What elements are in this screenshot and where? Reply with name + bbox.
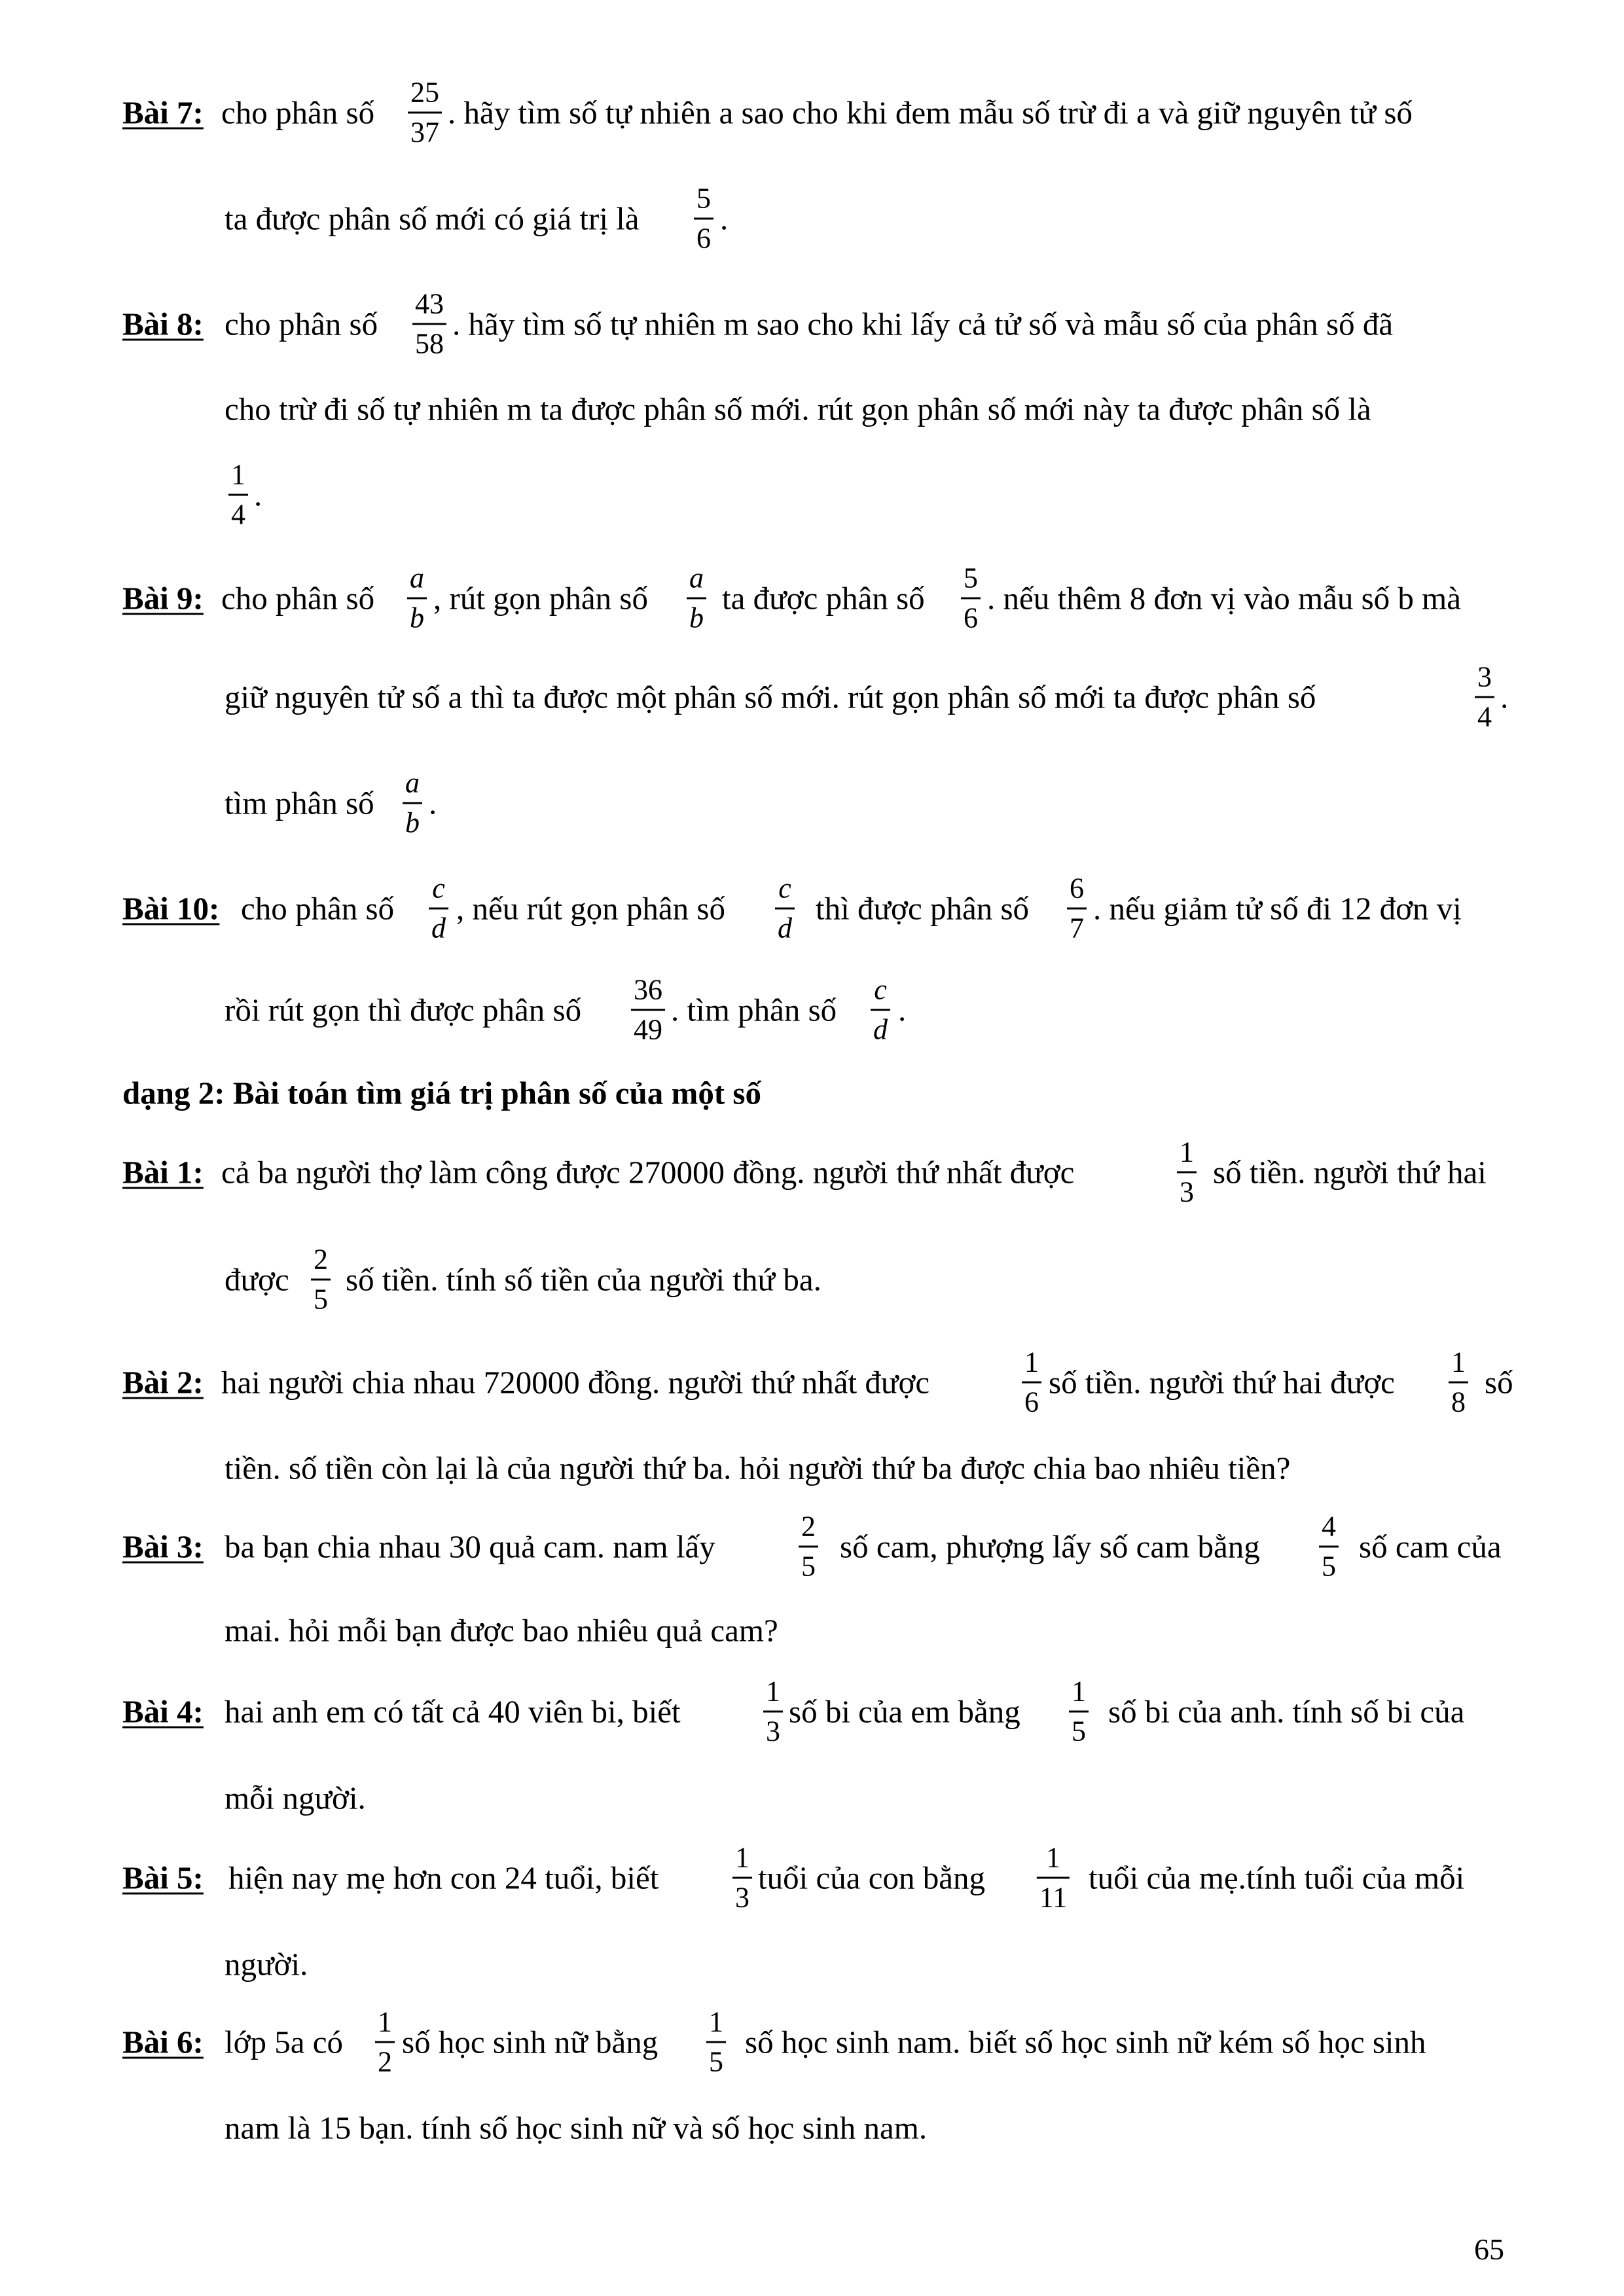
fraction-numerator: 3 (1477, 660, 1492, 693)
d2b3-text-1: ba bạn chia nhau 30 quả cam. nam lấy (225, 1528, 715, 1565)
fraction-numerator: 5 (964, 562, 978, 594)
b9-text-1: cho phân số (221, 580, 375, 617)
d2b3-text-4: mai. hỏi mỗi bạn được bao nhiêu quả cam? (225, 1612, 778, 1649)
fraction-denominator: d (431, 912, 446, 944)
d2b2-fraction-1-8 (1449, 1348, 1468, 1417)
b9-line-2 (0, 661, 1624, 733)
fraction-denominator: 5 (314, 1283, 328, 1316)
b9-heading: Bài 9: (122, 580, 204, 617)
fraction-numerator: 1 (766, 1675, 780, 1708)
fraction-denominator: b (689, 601, 704, 634)
d2b5-line-2 (0, 1928, 1624, 2000)
d2b1-text-1: cả ba người thợ làm công được 270000 đồng. người thứ nhất được (221, 1154, 1075, 1191)
d2b5-fraction-1-11 (1037, 1841, 1070, 1914)
page-number: 65 (1474, 2233, 1504, 2266)
d2b2-text-3: số (1485, 1364, 1513, 1401)
d2b4-fraction-1-3 (763, 1677, 783, 1746)
fraction-denominator: 6 (696, 222, 711, 255)
fraction-denominator: 49 (634, 1013, 662, 1046)
d2b1-fraction-1-3 (1177, 1138, 1197, 1207)
d2b3-fraction-4-5 (1319, 1510, 1339, 1583)
fraction-denominator: 3 (766, 1715, 780, 1748)
b10-text-5: rồi rút gọn thì được phân số (225, 992, 582, 1028)
d2b6-text-1: lớp 5a có (225, 2024, 344, 2060)
b7-fraction-5-6 (694, 182, 713, 255)
fraction-numerator: 1 (709, 2005, 723, 2038)
fraction-numerator: 25 (410, 76, 439, 109)
fraction-numerator: 2 (314, 1243, 328, 1276)
d2b4-line-1 (0, 1676, 1624, 1748)
fraction-numerator: 1 (735, 1841, 749, 1874)
b9-text-7: tìm phân số (225, 785, 374, 821)
b8-fraction-1-4 (228, 458, 248, 531)
b10-text-3: thì được phân số (816, 890, 1030, 927)
section-title: dạng 2: Bài toán tìm giá trị phân số của một số (122, 1075, 762, 1111)
b7-line-2 (0, 183, 1624, 255)
b8-text-1: cho phân số (225, 306, 378, 342)
fraction-denominator: 4 (1477, 700, 1492, 733)
fraction-numerator: 1 (1180, 1136, 1194, 1168)
b7-heading: Bài 7: (122, 94, 204, 131)
b10-fraction-36-49 (631, 973, 665, 1046)
d2b1-line-2 (0, 1244, 1624, 1316)
d2b5-text-2: tuổi của con bằng (758, 1859, 985, 1896)
d2b3-text-3: số cam của (1359, 1528, 1502, 1565)
b9-text-8: . (429, 785, 437, 821)
d2b4-heading: Bài 4: (122, 1693, 204, 1730)
b9-fraction-3-4 (1475, 660, 1494, 733)
d2b6-heading: Bài 6: (122, 2024, 204, 2060)
b9-line-3 (0, 767, 1624, 839)
b9-line-1 (0, 562, 1624, 634)
fraction-denominator: 5 (1322, 1550, 1336, 1583)
fraction-denominator: 5 (1072, 1715, 1086, 1748)
fraction-denominator: 5 (801, 1550, 816, 1583)
d2b2-text-1: hai người chia nhau 720000 đồng. người thứ nhất được (221, 1364, 930, 1401)
b8-text-4: . (254, 476, 262, 513)
b10-heading: Bài 10: (122, 890, 220, 927)
fraction-denominator: d (778, 912, 792, 944)
fraction-numerator: 5 (696, 182, 711, 215)
b7-line-1 (0, 77, 1624, 149)
b9-text-6: . (1500, 679, 1509, 715)
fraction-denominator: 6 (964, 601, 978, 634)
d2b5-text-4: người. (225, 1946, 308, 1982)
b10-fraction-c-d-3 (871, 973, 890, 1046)
d2b3-fraction-2-5 (799, 1510, 818, 1583)
b9-text-3: ta được phân số (722, 580, 925, 617)
fraction-denominator: 4 (231, 498, 245, 531)
b10-text-1: cho phân số (241, 890, 395, 927)
fraction-denominator: 11 (1039, 1881, 1068, 1914)
d2b4-text-1: hai anh em có tất cả 40 viên bi, biết (225, 1693, 681, 1730)
d2b2-line-2 (0, 1432, 1624, 1504)
b10-text-6: . tìm phân số (671, 992, 837, 1028)
d2b6-line-1 (0, 2006, 1624, 2078)
b9-fraction-a-b-3 (403, 766, 422, 839)
fraction-denominator: 6 (1024, 1386, 1039, 1418)
fraction-numerator: 2 (801, 1510, 816, 1543)
d2b1-text-4: số tiền. tính số tiền của người thứ ba. (346, 1261, 821, 1298)
b7-text-4: . (720, 200, 729, 237)
fraction-numerator: a (410, 562, 424, 594)
fraction-denominator: 8 (1451, 1386, 1466, 1418)
fraction-denominator: b (405, 806, 420, 839)
d2b5-fraction-1-3 (732, 1841, 752, 1914)
fraction-numerator: 1 (1072, 1675, 1086, 1708)
b9-fraction-5-6 (961, 564, 981, 633)
fraction-numerator: 36 (634, 973, 662, 1006)
d2b1-text-2: số tiền. người thứ hai (1213, 1154, 1487, 1191)
fraction-numerator: 1 (1046, 1841, 1060, 1874)
fraction-numerator: c (432, 872, 445, 905)
d2b4-text-3: số bi của anh. tính số bi của (1108, 1693, 1465, 1730)
fraction-numerator: 1 (1024, 1346, 1039, 1378)
d2b4-fraction-1-5 (1069, 1677, 1089, 1746)
fraction-numerator: 43 (415, 287, 444, 320)
fraction-numerator: 1 (378, 2005, 392, 2038)
d2b1-heading: Bài 1: (122, 1154, 204, 1191)
d2b2-text-2: số tiền. người thứ hai được (1049, 1364, 1395, 1401)
b9-text-5: giữ nguyên tử số a thì ta được một phân số mới. rút gọn phân số mới ta được phân số (225, 679, 1316, 715)
d2b4-text-2: số bi của em bằng (789, 1693, 1020, 1730)
d2b6-line-2 (0, 2092, 1624, 2164)
d2b2-text-4: tiền. số tiền còn lại là của người thứ ba. hỏi người thứ ba được chia bao nhiêu tiền? (225, 1450, 1291, 1486)
b8-heading: Bài 8: (122, 306, 204, 342)
b8-line-1 (0, 288, 1624, 360)
d2b6-fraction-1-2 (375, 2005, 395, 2078)
b10-fraction-6-7 (1067, 874, 1087, 943)
d2b6-text-4: nam là 15 bạn. tính số học sinh nữ và số học sinh nam. (225, 2109, 928, 2146)
fraction-denominator: b (410, 601, 424, 634)
b10-text-4: . nếu giảm tử số đi 12 đơn vị (1093, 890, 1462, 927)
d2b3-line-1 (0, 1511, 1624, 1583)
d2b4-line-2 (0, 1762, 1624, 1834)
fraction-numerator: a (689, 562, 704, 594)
b9-text-2: , rút gọn phân số (433, 580, 648, 617)
fraction-denominator: 3 (1180, 1175, 1194, 1208)
fraction-denominator: 58 (415, 327, 444, 360)
d2b1-line-1 (0, 1136, 1624, 1208)
b8-line-2 (0, 373, 1624, 445)
b8-fraction-43-58 (412, 287, 446, 360)
b9-fraction-a-b-1 (407, 564, 427, 633)
b8-text-2: . hãy tìm số tự nhiên m sao cho khi lấy cả tử số và mẫu số của phân số đã (452, 306, 1394, 342)
fraction-numerator: 1 (1451, 1346, 1466, 1378)
b9-text-4: . nếu thêm 8 đơn vị vào mẫu số b mà (987, 580, 1462, 617)
b7-fraction-25-37 (408, 76, 442, 149)
fraction-denominator: 2 (378, 2045, 392, 2078)
d2b5-text-1: hiện nay mẹ hơn con 24 tuổi, biết (228, 1859, 659, 1896)
b7-text-1: cho phân số (221, 94, 375, 131)
fraction-numerator: 4 (1322, 1510, 1336, 1543)
d2b1-fraction-2-5 (311, 1243, 331, 1316)
d2b3-line-2 (0, 1594, 1624, 1666)
b7-text-3: ta được phân số mới có giá trị là (225, 200, 640, 237)
fraction-numerator: 1 (231, 458, 245, 491)
d2b4-text-4: mỗi người. (225, 1780, 366, 1816)
b10-text-7: . (898, 992, 907, 1028)
b7-text-2: . hãy tìm số tự nhiên a sao cho khi đem mẫu số trừ đi a và giữ nguyên tử số (448, 94, 1413, 131)
d2b2-fraction-1-6 (1022, 1348, 1041, 1417)
b9-fraction-a-b-2 (687, 564, 706, 633)
fraction-denominator: 5 (709, 2045, 723, 2078)
b10-text-2: , nếu rút gọn phân số (456, 890, 725, 927)
d2b5-line-1 (0, 1842, 1624, 1914)
d2b3-text-2: số cam, phượng lấy số cam bằng (840, 1528, 1260, 1565)
fraction-numerator: c (778, 872, 791, 905)
b8-text-3: cho trừ đi số tự nhiên m ta được phân số mới. rút gọn phân số mới này ta được phân số là (225, 391, 1371, 427)
d2b5-heading: Bài 5: (122, 1859, 204, 1896)
b10-fraction-c-d-1 (429, 874, 448, 943)
d2b2-line-1 (0, 1346, 1624, 1418)
fraction-numerator: 6 (1070, 872, 1084, 905)
d2b6-fraction-1-5 (706, 2005, 726, 2078)
b8-line-3 (0, 459, 1624, 531)
section-heading-line (0, 1057, 1624, 1129)
fraction-denominator: 3 (735, 1881, 749, 1914)
b10-line-2 (0, 974, 1624, 1046)
d2b6-text-3: số học sinh nam. biết số học sinh nữ kém số học sinh (745, 2024, 1426, 2060)
fraction-denominator: d (873, 1013, 888, 1046)
fraction-numerator: c (874, 973, 887, 1006)
fraction-numerator: a (405, 766, 420, 799)
d2b2-heading: Bài 2: (122, 1364, 204, 1401)
d2b6-text-2: số học sinh nữ bằng (402, 2024, 659, 2060)
fraction-denominator: 7 (1070, 912, 1084, 944)
b10-line-1 (0, 872, 1624, 944)
b10-fraction-c-d-2 (775, 874, 795, 943)
d2b5-text-3: tuổi của mẹ.tính tuổi của mỗi (1089, 1859, 1465, 1896)
d2b1-text-3: được (225, 1261, 289, 1298)
fraction-denominator: 37 (410, 116, 439, 149)
d2b3-heading: Bài 3: (122, 1528, 204, 1565)
